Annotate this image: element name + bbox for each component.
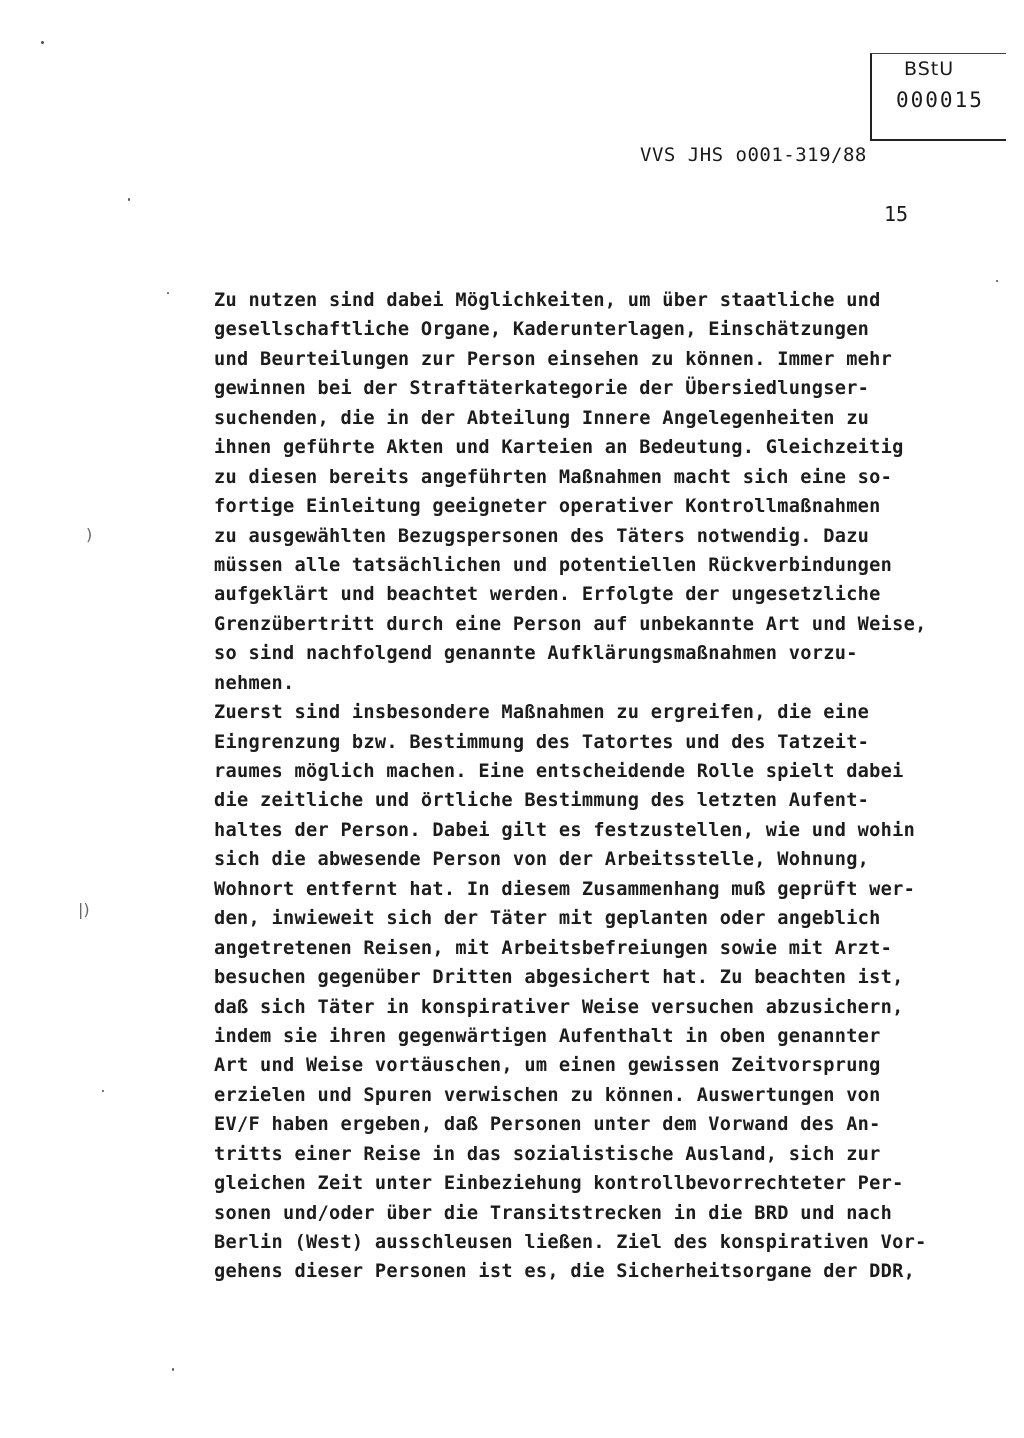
scan-mark: ) [86,525,93,544]
text-line: erzielen und Spuren verwischen zu können. Auswertungen von [214,1084,881,1106]
text-line: die zeitliche und örtliche Bestimmung des letzten Aufent- [214,790,870,812]
stamp-label: BStU [904,58,955,80]
body-text [214,286,974,1287]
text-line: zu ausgewählten Bezugspersonen des Täters notwendig. Dazu [214,525,870,547]
text-line: ihnen geführte Akten und Karteien an Bedeutung. Gleichzeitig [214,437,904,459]
text-line: aufgeklärt und beachtet werden. Erfolgte der ungesetzliche [214,584,881,606]
stamp-number: 000015 [896,88,984,112]
text-line: raumes möglich machen. Eine entscheidende Rolle spielt dabei [214,761,904,782]
text-line: Wohnort entfernt hat. In diesem Zusammenhang muß geprüft wer- [214,878,916,900]
text-line: haltes der Person. Dabei gilt es festzustellen, wie und wohin [214,819,916,841]
text-line: nehmen. [214,672,295,694]
text-line: Berlin (West) ausschleusen ließen. Ziel des konspirativen Vor- [214,1232,927,1253]
text-line: so sind nachfolgend genannte Aufklärungsmaßnahmen vorzu- [214,643,858,665]
scan-speck [996,280,998,282]
text-line: EV/F haben ergeben, daß Personen unter dem Vorwand des An- [214,1114,881,1136]
scan-speck [41,41,44,44]
text-line: indem sie ihren gegenwärtigen Aufenthalt in oben genannter [214,1025,881,1047]
text-line: gesellschaftliche Organe, Kaderunterlagen, Einschätzungen [214,319,870,341]
scan-speck [102,1090,104,1092]
text-line: Zu nutzen sind dabei Möglichkeiten, um über staatliche und [214,290,881,311]
archive-stamp [870,53,1006,141]
text-line: gleichen Zeit unter Einbeziehung kontrollbevorrechteter Per- [214,1173,904,1195]
scan-mark: |) [78,900,90,919]
text-line: besuchen gegenüber Dritten abgesichert hat. Zu beachten ist, [214,967,904,989]
scan-speck [167,292,169,294]
text-line: Eingrenzung bzw. Bestimmung des Tatortes und des Tatzeit- [214,731,870,753]
text-line: tritts einer Reise in das sozialistische Ausland, sich zur [214,1143,881,1165]
text-line: sich die abwesende Person von der Arbeitsstelle, Wohnung, [214,849,870,871]
text-line: Art und Weise vortäuschen, um einen gewissen Zeitvorsprung [214,1055,881,1077]
text-line: zu diesen bereits angeführten Maßnahmen macht sich eine so- [214,466,893,488]
text-line: sonen und/oder über die Transitstrecken in die BRD und nach [214,1202,893,1224]
text-line: Grenzübertritt durch eine Person auf unbekannte Art und Weise, [214,613,927,635]
scan-speck [128,198,130,201]
text-line: angetretenen Reisen, mit Arbeitsbefreiungen sowie mit Arzt- [214,937,893,959]
text-line: und Beurteilungen zur Person einsehen zu können. Immer mehr [214,348,893,370]
text-line: suchenden, die in der Abteilung Innere Angelegenheiten zu [214,407,870,429]
text-line: den, inwieweit sich der Täter mit geplanten oder angeblich [214,908,881,930]
text-line: daß sich Täter in konspirativer Weise versuchen abzusichern, [214,996,904,1018]
text-line: Zuerst sind insbesondere Maßnahmen zu ergreifen, die eine [214,702,870,724]
scan-speck [172,1368,174,1371]
text-line: gehens dieser Personen ist es, die Sicherheitsorgane der DDR, [214,1261,916,1283]
text-line: fortige Einleitung geeigneter operativer Kontrollmaßnahmen [214,496,881,518]
text-line: müssen alle tatsächlichen und potentiellen Rückverbindungen [214,554,893,576]
text-line: gewinnen bei der Straftäterkategorie der Übersiedlungser- [214,378,870,400]
page-number: 15 [884,202,909,226]
classification-reference: VVS JHS o001-319/88 [640,144,867,166]
